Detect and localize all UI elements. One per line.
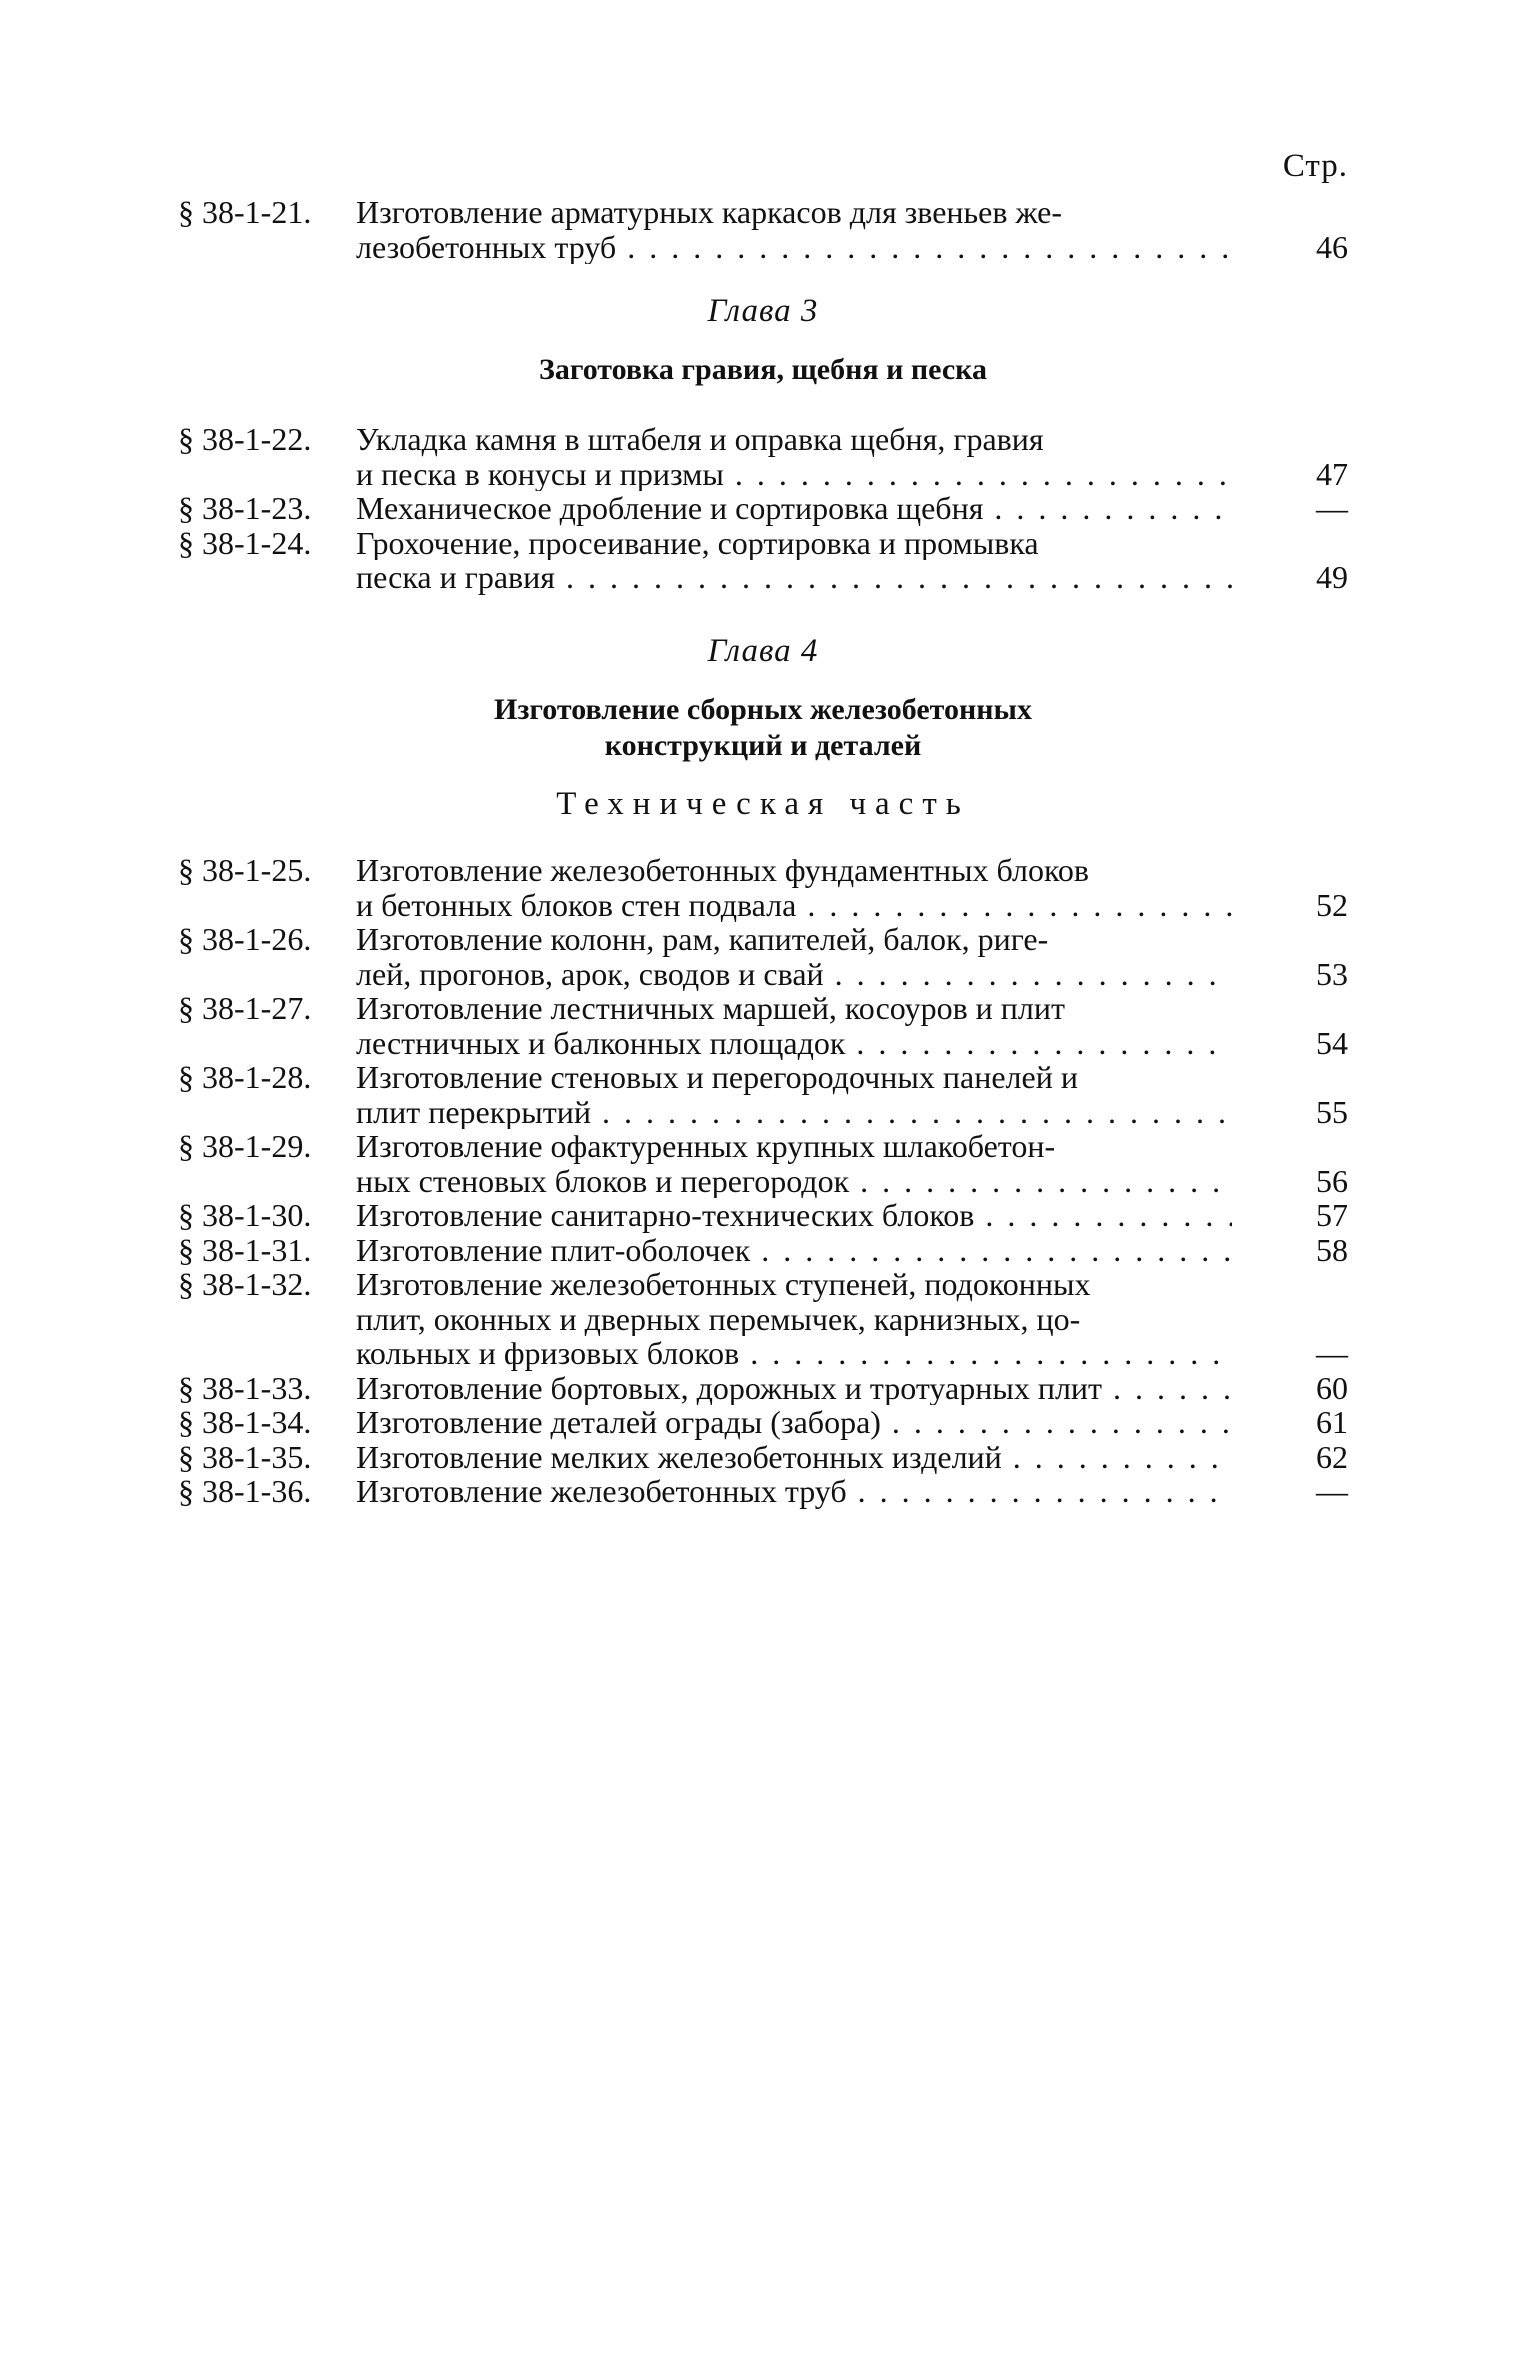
section-number: § 38-1-32. [178,1266,312,1302]
toc-entry [178,1405,1348,1440]
chapter-4-header [178,633,1348,823]
chapter-3-header [178,293,1348,388]
toc-entry [178,1060,1348,1129]
section-number: § 38-1-29. [178,1128,312,1164]
entry-title-line: песка и гравия . . . [356,560,1232,595]
toc-entry [178,1198,1348,1233]
entry-title-line: Укладка камня в штабеля и оправка щебня, гравия [356,422,1044,457]
entry-title-line: Изготовление железобетонных фундаментных блоков [356,853,1090,888]
chapter-4-heading-line-2: конструкций и деталей [604,729,922,762]
page-number: 56 [1316,1162,1348,1199]
page-column-label: Стр. [1282,148,1348,184]
entry-title [356,526,1232,595]
section-number: § 38-1-30. [178,1197,312,1233]
page-number: 47 [1316,455,1348,492]
section-number: § 38-1-27. [178,990,312,1026]
chapter-4-heading-line-1: Изготовление сборных железобетонных [494,693,1032,726]
entry-title-line: Изготовление санитарно-технических блоков . . . [356,1198,1232,1233]
toc-entry [178,526,1348,595]
entry-title-line: лезобетонных труб . . . [356,230,1232,265]
entry-title [356,1233,1232,1268]
toc-entry [178,1440,1348,1475]
entry-title-line: Изготовление лестничных маршей, косоуров и плит [356,991,1065,1026]
page-number: — [1316,490,1348,526]
toc-entry [178,991,1348,1060]
entry-title-line: лестничных и балконных площадок . . . [356,1026,1232,1061]
page-number: 60 [1316,1369,1348,1406]
chapter-3-heading-line: Заготовка гравия, щебня и песка [538,353,988,386]
section-number: § 38-1-26. [178,921,312,957]
toc-entry [178,853,1348,922]
entry-title-line: плит, оконных и дверных перемычек, карнизных, цо- [356,1301,1081,1336]
entry-title-line: Изготовление деталей ограды (забора) . . . [356,1405,1232,1440]
entry-title-line: и бетонных блоков стен подвала . . . [356,888,1232,923]
entry-title-line: Изготовление арматурных каркасов для звеньев же- [356,195,1062,230]
entry-title-line: Изготовление бортовых, дорожных и тротуарных плит . . . [356,1371,1232,1406]
page-number: 57 [1316,1197,1348,1233]
toc-entry [178,1267,1348,1371]
page-number: — [1316,1473,1348,1509]
section-number: § 38-1-28. [178,1059,312,1095]
entry-title [356,422,1232,491]
entry-title [356,1405,1232,1440]
page-number: 53 [1316,955,1348,992]
entry-title [356,195,1232,264]
entry-title [356,1440,1232,1475]
entry-title [356,991,1232,1060]
section-number: § 38-1-35. [178,1438,312,1475]
entry-title-line: Изготовление стеновых и перегородочных панелей и [356,1060,1078,1095]
chapter-3-heading [178,352,1348,388]
section-number: § 38-1-25. [178,852,312,888]
entry-title [356,1474,1232,1509]
toc-entry [178,1371,1348,1406]
page-number: 58 [1316,1231,1348,1268]
toc-entry [178,491,1348,526]
entry-title [356,1371,1232,1406]
chapter-4-heading [178,692,1348,764]
entry-title-line: Изготовление мелких железобетонных изделий . . . [356,1440,1232,1475]
page-number: 52 [1316,886,1348,923]
page-number: 54 [1316,1024,1348,1061]
section-number: § 38-1-24. [178,524,312,561]
entry-title [356,1267,1232,1371]
entry-title-line: Изготовление железобетонных ступеней, подоконных [356,1267,1091,1302]
entry-title [356,922,1232,991]
section-number: § 38-1-31. [178,1231,312,1268]
entry-title-line: ных стеновых блоков и перегородок . . . [356,1164,1232,1199]
toc-entry [178,195,1348,264]
chapter-4-title: Глава 4 [707,633,819,669]
section-number: § 38-1-23. [178,490,312,526]
section-number: § 38-1-21. [178,194,312,230]
page-number: 62 [1316,1438,1348,1475]
entry-title-line: Изготовление железобетонных труб . . . [356,1474,1232,1509]
chapter-3-title: Глава 3 [707,293,819,329]
entry-title-line: Изготовление офактуренных крупных шлакобетон- [356,1129,1056,1164]
entry-title-line: лей, прогонов, арок, сводов и свай . . . [356,957,1232,992]
toc-entry [178,1129,1348,1198]
page-number: 55 [1316,1093,1348,1130]
entry-title-line: Изготовление колонн, рам, капителей, балок, риге- [356,922,1049,957]
entry-title [356,1129,1232,1198]
page-number: — [1316,1335,1348,1371]
page-number: 46 [1316,228,1348,265]
section-number: § 38-1-22. [178,421,312,457]
entry-title-line: плит перекрытий . . . [356,1095,1232,1130]
entry-title [356,1060,1232,1129]
entry-title [356,853,1232,922]
chapter-4-subheading: Техническая часть [556,786,970,822]
section-number: § 38-1-34. [178,1404,312,1440]
section-number: § 38-1-33. [178,1369,312,1406]
page-number: 49 [1316,559,1348,595]
entry-title-line: Грохочение, просеивание, сортировка и промывка [356,525,1039,560]
toc-entry [178,1474,1348,1509]
entry-title-line: кольных и фризовых блоков . . . [356,1336,1232,1371]
page-number: 61 [1316,1404,1348,1440]
entry-title [356,491,1232,526]
toc-entry [178,422,1348,491]
entry-title [356,1198,1232,1233]
toc-entry [178,1233,1348,1268]
section-number: § 38-1-36. [178,1473,312,1509]
toc-entry [178,922,1348,991]
entry-title-line: Механическое дробление и сортировка щебня . . . [356,491,1232,526]
entry-title-line: и песка в конусы и призмы . . . [356,457,1232,492]
entry-title-line: Изготовление плит-оболочек . . . [356,1233,1232,1268]
